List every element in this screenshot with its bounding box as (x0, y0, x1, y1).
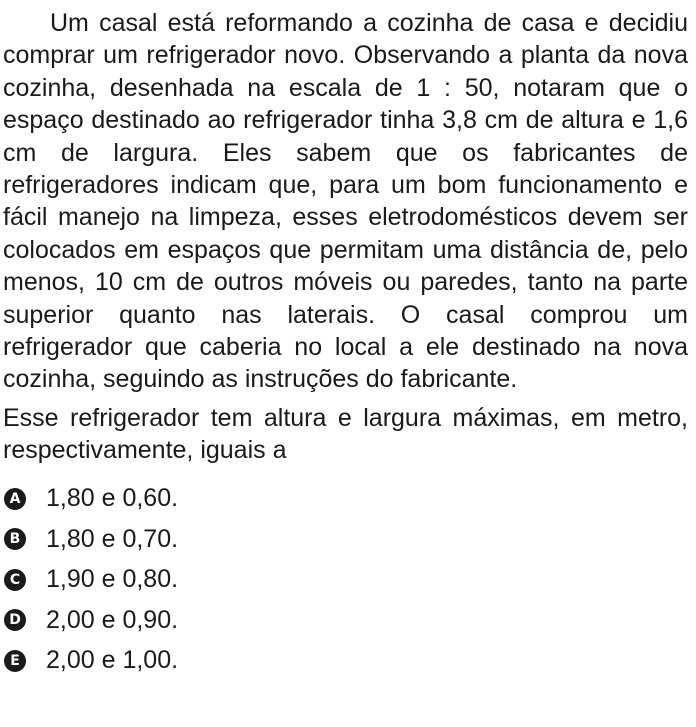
option-b[interactable] (3, 519, 688, 560)
option-e[interactable] (3, 641, 688, 682)
question-stem: Esse refrigerador tem altura e largura máximas, em metro, respectivamente, iguais a (3, 403, 688, 465)
option-text-e: 2,00 e 1,00. (46, 646, 179, 675)
option-a[interactable] (3, 479, 688, 520)
option-letter-badge-b: B (4, 528, 26, 550)
option-d[interactable] (3, 600, 688, 641)
option-letter-badge-e: E (4, 650, 26, 672)
option-c[interactable] (3, 560, 688, 601)
option-text-a: 1,80 e 0,60. (46, 484, 179, 513)
option-text-b: 1,80 e 0,70. (46, 524, 179, 553)
option-text-d: 2,00 e 0,90. (46, 605, 179, 634)
question-context-paragraph: Um casal está reformando a cozinha de casa e decidiu comprar um refrigerador novo. Observando a planta da nova cozinha, desenhada na escala de 1 : 50, notaram que o espaço destinado ao refrigerador tinha 3,8 cm de altura e 1,6 cm de largura. Eles sabem que os fabricantes de refrigeradores indicam que, para um bom funcionamento e fácil manejo na limpeza, esses eletrodomésticos devem ser colocados em espaços que permitam uma distância de, pelo menos, 10 cm de outros móveis ou paredes, tanto na parte superior quanto nas laterais. O casal comprou um refrigerador que caberia no local a ele destinado na nova cozinha, seguindo as instruções do fabricante. (3, 9, 688, 394)
option-letter-badge-a: A (4, 488, 26, 510)
option-letter-badge-d: D (4, 609, 26, 631)
option-letter-badge-c: C (4, 569, 26, 591)
option-text-c: 1,90 e 0,80. (46, 565, 179, 594)
answer-options-list (3, 479, 688, 682)
